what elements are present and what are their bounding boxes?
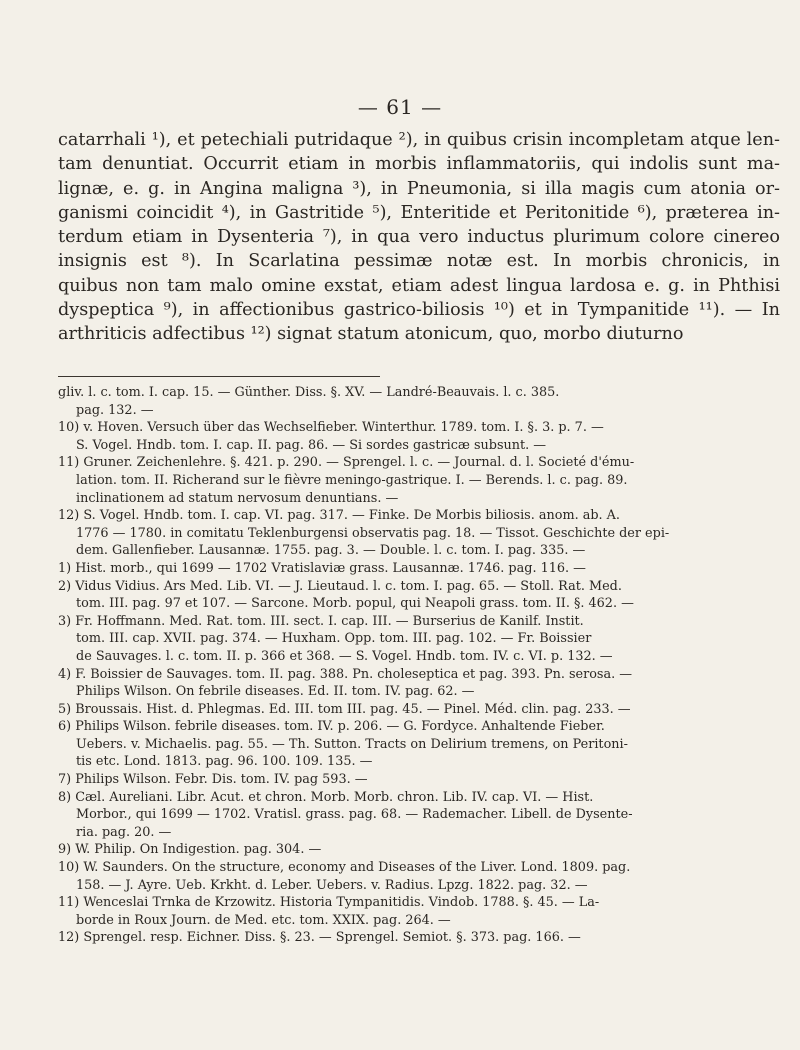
footnote-line: Philips Wilson. On febrile diseases. Ed. II. tom. IV. pag. 62. — bbox=[76, 684, 475, 700]
body-line: dyspeptica ⁹), in affectionibus gastrico-biliosis ¹⁰) et in Tympanitide ¹¹). — In bbox=[58, 300, 780, 321]
footnote-line: lation. tom. II. Richerand sur le fièvre meningo-gastrique. I. — Berends. l. c. pag. 89. bbox=[76, 472, 628, 488]
footnote-line: 2) Vidus Vidius. Ars Med. Lib. VI. — J. Lieutaud. l. c. tom. I. pag. 65. — Stoll. Rat. Med. bbox=[58, 578, 622, 594]
footnote-line: Morbor., qui 1699 — 1702. Vratisl. grass. pag. 68. — Rademacher. Libell. de Dysente- bbox=[76, 807, 633, 823]
footnote-line: 11) Wenceslai Trnka de Krzowitz. Historia Tympanitidis. Vindob. 1788. §. 45. — La- bbox=[58, 895, 600, 911]
body-line: arthriticis adfectibus ¹²) signat statum atonicum, quo, morbo diuturno bbox=[58, 324, 684, 345]
footnote-line: tom. III. cap. XVII. pag. 374. — Huxham. Opp. tom. III. pag. 102. — Fr. Boissier bbox=[76, 631, 592, 647]
footnote-line: 10) v. Hoven. Versuch über das Wechselfieber. Winterthur. 1789. tom. I. §. 3. p. 7. — bbox=[58, 420, 604, 436]
footnote-line: inclinationem ad statum nervosum denuntians. — bbox=[76, 490, 399, 506]
body-line: lignæ, e. g. in Angina maligna ³), in Pneumonia, si illa magis cum atonia or- bbox=[58, 178, 780, 199]
footnote-line: tis etc. Lond. 1813. pag. 96. 100. 109. 135. — bbox=[76, 754, 373, 770]
footnote-divider bbox=[58, 376, 380, 377]
footnote-line: Uebers. v. Michaelis. pag. 55. — Th. Sutton. Tracts on Delirium tremens, on Peritoni- bbox=[76, 736, 628, 752]
footnote-line: de Sauvages. l. c. tom. II. p. 366 et 368. — S. Vogel. Hndb. tom. IV. c. VI. p. 132. — bbox=[76, 648, 613, 664]
footnote-line: borde in Roux Journ. de Med. etc. tom. XXIX. pag. 264. — bbox=[76, 912, 451, 928]
footnote-line: 10) W. Saunders. On the structure, economy and Diseases of the Liver. Lond. 1809. pag. bbox=[58, 860, 631, 876]
footnote-line: 6) Philips Wilson. febrile diseases. tom. IV. p. 206. — G. Fordyce. Anhaltende Fieber. bbox=[58, 719, 605, 735]
footnote-line: 1) Hist. morb., qui 1699 — 1702 Vratislaviæ grass. Lausannæ. 1746. pag. 116. — bbox=[58, 560, 586, 576]
body-line: tam denuntiat. Occurrit etiam in morbis inflammatoriis, qui indolis sunt ma- bbox=[58, 154, 780, 175]
body-line: insignis est ⁸). In Scarlatina pessimæ notæ est. In morbis chronicis, in bbox=[58, 251, 780, 272]
footnote-line: ria. pag. 20. — bbox=[76, 824, 172, 840]
footnote-line: 3) Fr. Hoffmann. Med. Rat. tom. III. sect. I. cap. III. — Burserius de Kanilf. Instit. bbox=[58, 613, 584, 629]
footnote-line: 158. — J. Ayre. Ueb. Krkht. d. Leber. Uebers. v. Radius. Lpzg. 1822. pag. 32. — bbox=[76, 877, 588, 893]
footnote-line: 11) Gruner. Zeichenlehre. §. 421. p. 290. — Sprengel. l. c. — Journal. d. l. Societé d'ému- bbox=[58, 455, 635, 471]
body-line: ganismi coincidit ⁴), in Gastritide ⁵), Enteritide et Peritonitide ⁶), præterea in- bbox=[58, 202, 780, 223]
footnotes bbox=[58, 384, 782, 947]
footnote-line: gliv. l. c. tom. I. cap. 15. — Günther. Diss. §. XV. — Landré-Beauvais. l. c. 385. bbox=[58, 385, 560, 400]
footnote-line: 12) S. Vogel. Hndb. tom. I. cap. VI. pag. 317. — Finke. De Morbis biliosis. anom. ab. A. bbox=[58, 508, 620, 524]
footnote-line: dem. Gallenfieber. Lausannæ. 1755. pag. 3. — Double. l. c. tom. I. pag. 335. — bbox=[76, 543, 586, 559]
footnote-line: 8) Cæl. Aureliani. Libr. Acut. et chron. Morb. Morb. chron. Lib. IV. cap. VI. — Hist. bbox=[58, 789, 594, 805]
footnote-line: 4) F. Boissier de Sauvages. tom. II. pag. 388. Pn. choleseptica et pag. 393. Pn. serosa. — bbox=[58, 666, 633, 682]
main-text bbox=[58, 128, 780, 347]
footnote-line: 1776 — 1780. in comitatu Teklenburgensi observatis pag. 18. — Tissot. Geschichte der epi- bbox=[76, 525, 670, 541]
footnote-line: S. Vogel. Hndb. tom. I. cap. II. pag. 86. — Si sordes gastricæ subsunt. — bbox=[76, 437, 547, 453]
footnote-line: pag. 132. — bbox=[76, 402, 154, 418]
footnote-line: 7) Philips Wilson. Febr. Dis. tom. IV. pag 593. — bbox=[58, 772, 368, 788]
body-line: quibus non tam malo omine exstat, etiam adest lingua lardosa e. g. in Phthisi bbox=[58, 275, 780, 296]
footnote-line: tom. III. pag. 97 et 107. — Sarcone. Morb. popul, qui Neapoli grass. tom. II. §. 462. — bbox=[76, 596, 634, 612]
footnote-line: 9) W. Philip. On Indigestion. pag. 304. — bbox=[58, 842, 322, 858]
footnote-line: 5) Broussais. Hist. d. Phlegmas. Ed. III. tom III. pag. 45. — Pinel. Méd. clin. pag. 233. — bbox=[58, 701, 631, 717]
footnote-line: 12) Sprengel. resp. Eichner. Diss. §. 23. — Sprengel. Semiot. §. 373. pag. 166. — bbox=[58, 930, 581, 946]
page-number: — 61 — bbox=[357, 95, 443, 119]
body-line: catarrhali ¹), et petechiali putridaque ²), in quibus crisin incompletam atque len- bbox=[58, 130, 780, 150]
body-line: terdum etiam in Dysenteria ⁷), in qua vero inductus plurimum colore cinereo bbox=[58, 227, 780, 248]
